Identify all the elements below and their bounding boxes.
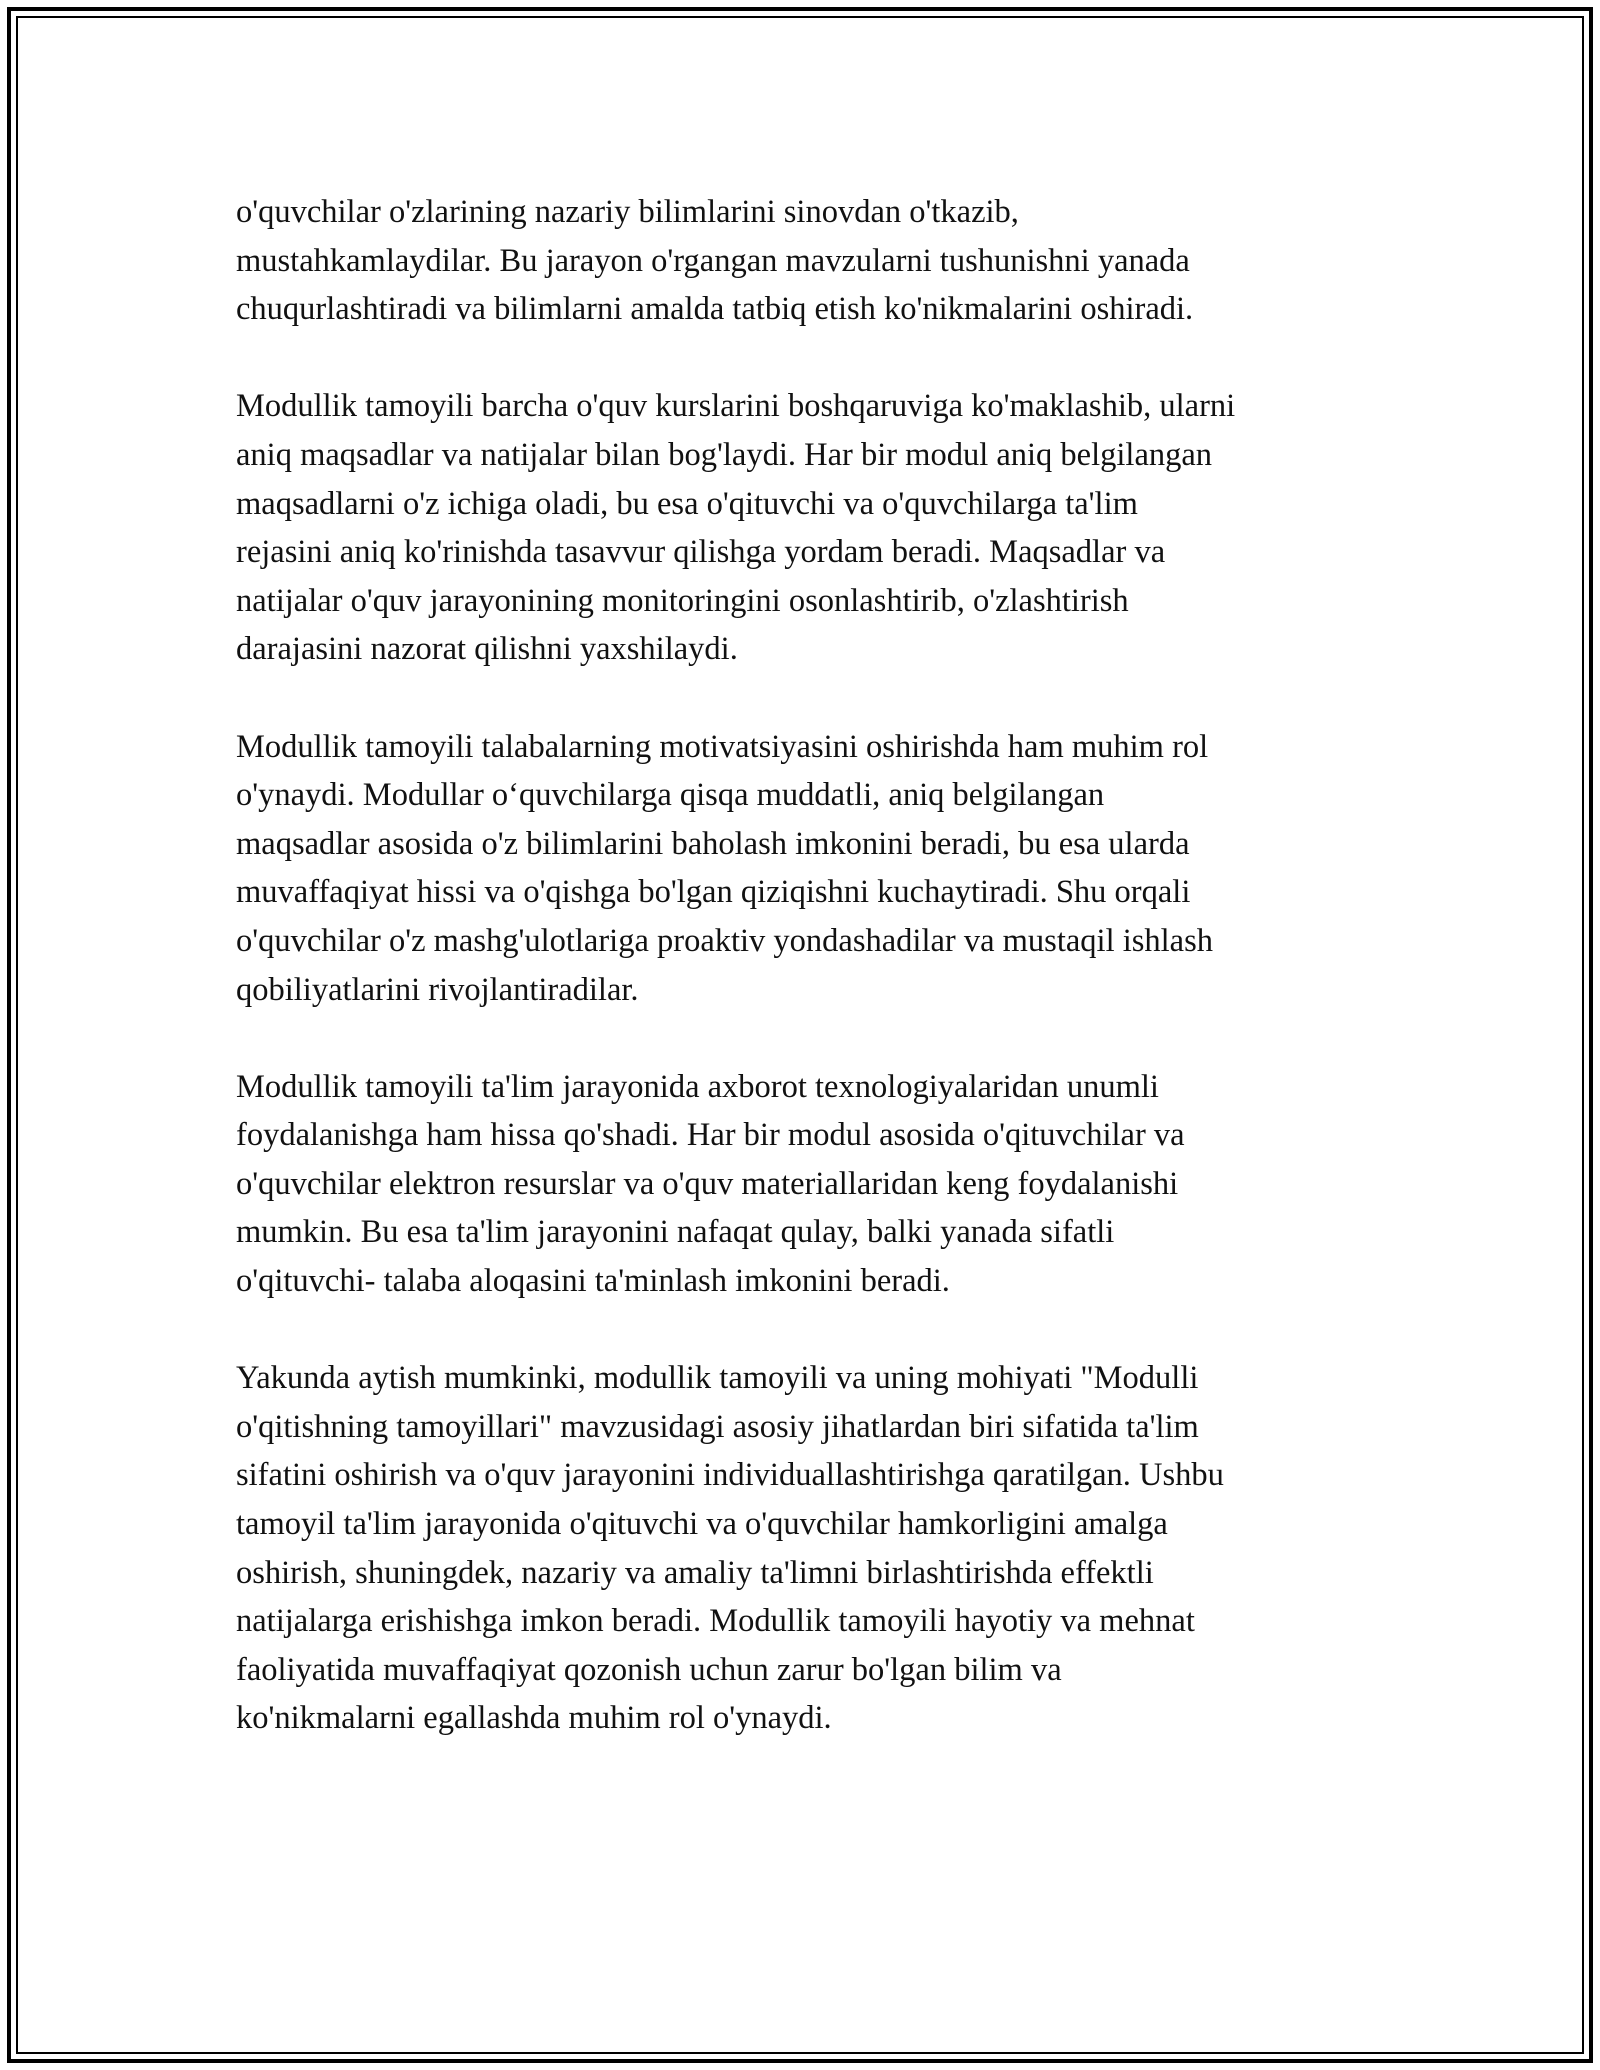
paragraph: o'quvchilar o'zlarining nazariy bilimlarini sinovdan o'tkazib, mustahkamlaydilar. Bu jarayon o'rgangan mavzularni tushunishni yanada chuqurlashtiradi va bilimlarni amalda tatbiq etish ko'nikmalarini oshiradi.	[236, 194, 1194, 328]
paragraph: Modullik tamoyili talabalarning motivatsiyasini oshirishda ham muhim rol o'ynaydi. Modullar o‘quvchilarga qisqa muddatli, aniq belgilangan maqsadlar asosida o'z bilimlarini baholash imkonini beradi, bu esa ularda muvaffaqiyat hissi va o'qishga bo'lgan qiziqishni kuchaytiradi. Shu orqali o'quvchilar o'z mashg'ulotlariga proaktiv yondashadilar va mustaqil ishlash qobiliyatlarini rivojlantiradilar.	[236, 728, 1213, 1008]
document-body	[236, 188, 1376, 1792]
paragraph: Yakunda aytish mumkinki, modullik tamoyili va uning mohiyati "Modulli o'qitishning tamoyillari" mavzusidagi asosiy jihatlardan biri sifatida ta'lim sifatini oshirish va o'quv jarayonini individuallashtirishga qaratilgan. Ushbu tamoyil ta'lim jarayonida o'qituvchi va o'quvchilar hamkorligini amalga oshirish, shuningdek, nazariy va amaliy ta'limni birlashtirishda effektli natijalarga erishishga imkon beradi. Modullik tamoyili hayotiy va mehnat faoliyatida muvaffaqiyat qozonish uchun zarur bo'lgan bilim va ko'nikmalarni egallashda muhim rol o'ynaydi.	[236, 1360, 1224, 1737]
paragraph: Modullik tamoyili barcha o'quv kurslarini boshqaruviga ko'maklashib, ularni aniq maqsadlar va natijalar bilan bog'laydi. Har bir modul aniq belgilangan maqsadlarni o'z ichiga oladi, bu esa o'qituvchi va o'quvchilarga ta'lim rejasini aniq ko'rinishda tasavvur qilishga yordam beradi. Maqsadlar va natijalar o'quv jarayonining monitoringini osonlashtirib, o'zlashtirish darajasini nazorat qilishni yaxshilaydi.	[236, 388, 1236, 668]
paragraph: Modullik tamoyili ta'lim jarayonida axborot texnologiyalaridan unumli foydalanishga ham hissa qo'shadi. Har bir modul asosida o'qituvchilar va o'quvchilar elektron resurslar va o'quv materiallaridan keng foydalanishi mumkin. Bu esa ta'lim jarayonini nafaqat qulay, balki yanada sifatli o'qituvchi- talaba aloqasini ta'minlash imkonini beradi.	[236, 1068, 1185, 1300]
